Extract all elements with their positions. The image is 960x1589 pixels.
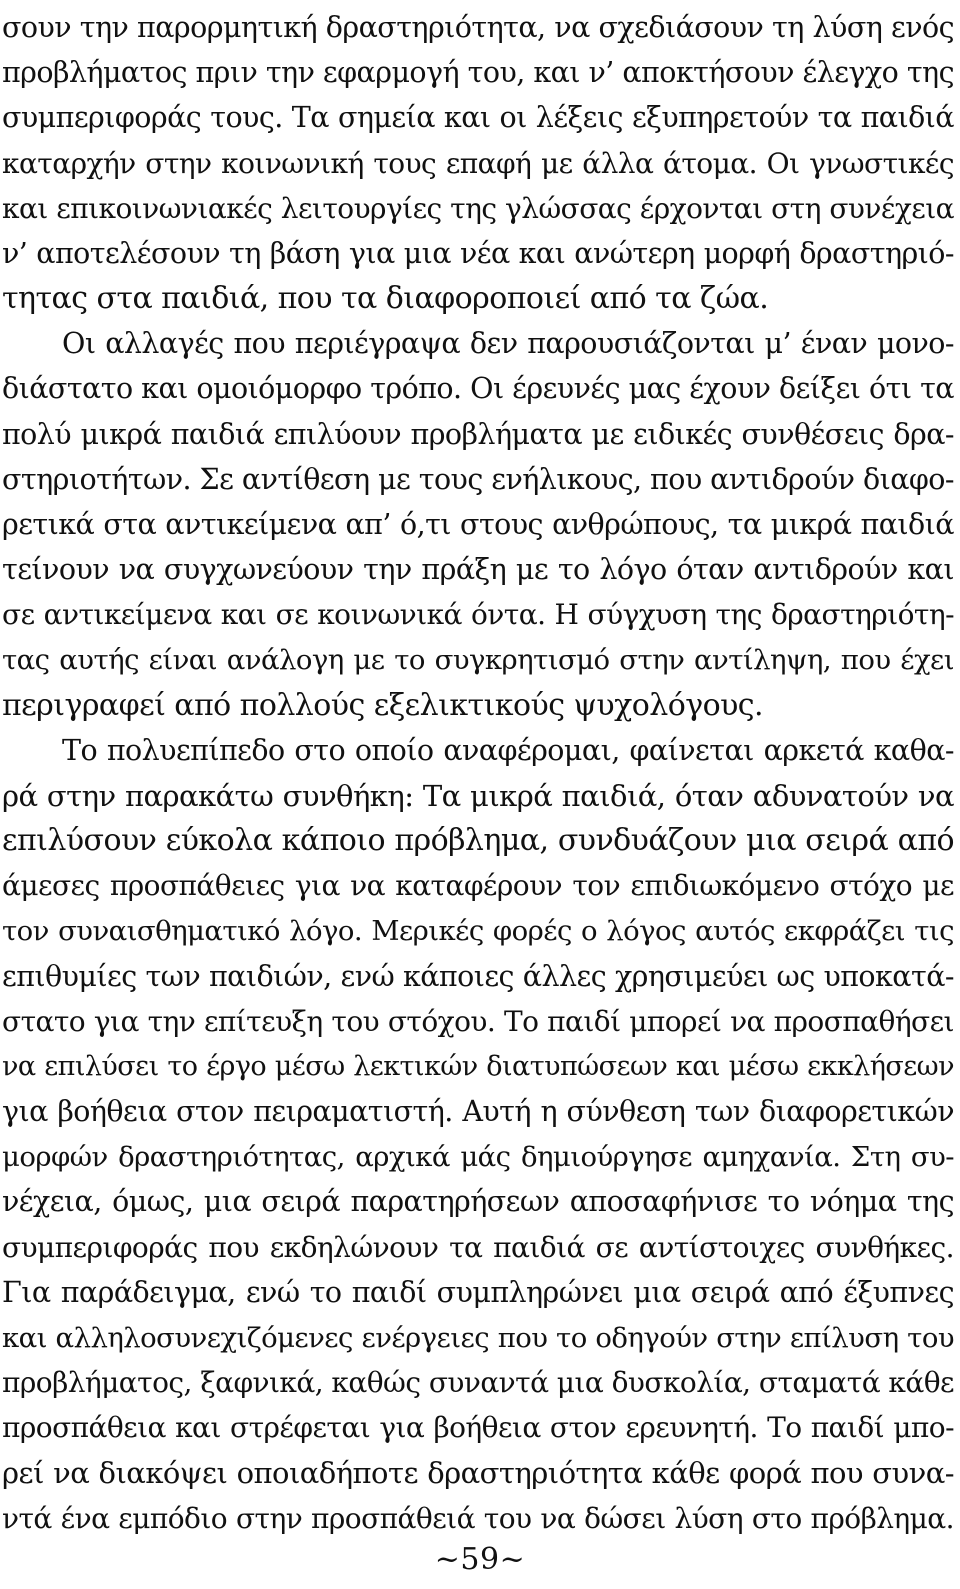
text-line: τείνουν να συγχωνεύουν την πράξη με το λόγο όταν αντιδρούν και: [2, 553, 954, 586]
text-line: σε αντικείμενα και σε κοινωνικά όντα. Η σύγχυση της δραστηριότη-: [2, 598, 954, 631]
text-line: συμπεριφοράς που εκδηλώνουν τα παιδιά σε αντίστοιχες συνθήκες.: [2, 1231, 954, 1264]
text-line: για βοήθεια στον πειραματιστή. Αυτή η σύνθεση των διαφορετικών: [2, 1095, 954, 1128]
text-line: τητας στα παιδιά, που τα διαφοροποιεί από τα ζώα.: [2, 281, 769, 316]
paragraph-first-line: Οι αλλαγές που περιέγραψα δεν παρουσιάζονται μ’ έναν μονο-: [62, 327, 954, 360]
text-line: τον συναισθηματικό λόγο. Μερικές φορές ο λόγος αυτός εκφράζει τις: [2, 915, 954, 947]
text-line: διάστατο και ομοιόμορφο τρόπο. Οι έρευνές μας έχουν δείξει ότι τα: [2, 372, 954, 405]
text-line: στηριοτήτων. Σε αντίθεση με τους ενήλικους, που αντιδρούν διαφο-: [2, 463, 954, 496]
text-line: ρετικά στα αντικείμενα απ’ ό,τι στους ανθρώπους, τα μικρά παιδιά: [2, 508, 954, 541]
text-line: ρεί να διακόψει οποιαδήποτε δραστηριότητα κάθε φορά που συνα-: [2, 1456, 954, 1490]
text-line: να επιλύσει το έργο μέσω λεκτικών διατυπώσεων και μέσω εκκλήσεων: [2, 1051, 954, 1082]
text-line: προβλήματος, ξαφνικά, καθώς συναντά μια δυσκολία, σταματά κάθε: [2, 1366, 954, 1399]
text-line: καταρχήν στην κοινωνική τους επαφή με άλλα άτομα. Οι γνωστικές: [2, 147, 954, 180]
page-number: ~59~: [434, 1542, 526, 1577]
text-line: στατο για την επίτευξη του στόχου. Το παιδί μπορεί να προσπαθήσει: [2, 1005, 954, 1038]
text-line: μορφών δραστηριότητας, αρχικά μάς δημιούργησε αμηχανία. Στη συ-: [2, 1141, 954, 1173]
text-line: επιλύσουν εύκολα κάποιο πρόβλημα, συνδυάζουν μια σειρά από: [2, 823, 954, 858]
text-line: τας αυτής είναι ανάλογη με το συγκρητισμό στην αντίληψη, που έχει: [2, 644, 954, 676]
text-line: πολύ μικρά παιδιά επιλύουν προβλήματα με ειδικές συνθέσεις δρα-: [2, 418, 954, 451]
text-line: προβλήματος πριν την εφαρμογή του, και ν’ αποκτήσουν έλεγχο της: [2, 56, 954, 89]
text-line: σουν την παρορμητική δραστηριότητα, να σχεδιάσουν τη λύση ενός: [2, 11, 954, 44]
text-line: νέχεια, όμως, μια σειρά παρατηρήσεων αποσαφήνισε το νόημα της: [2, 1185, 954, 1218]
text-line: ν’ αποτελέσουν τη βάση για μια νέα και ανώτερη μορφή δραστηριό-: [2, 237, 954, 270]
paragraph-first-line: Το πολυεπίπεδο στο οποίο αναφέρομαι, φαίνεται αρκετά καθα-: [62, 734, 954, 767]
text-line: ρά στην παρακάτω συνθήκη: Τα μικρά παιδιά, όταν αδυνατούν να: [2, 779, 954, 813]
text-line: άμεσες προσπάθειες για να καταφέρουν τον επιδιωκόμενο στόχο με: [2, 869, 954, 902]
text-line: Για παράδειγμα, ενώ το παιδί συμπληρώνει μια σειρά από έξυπνες: [2, 1276, 954, 1309]
text-line: προσπάθεια και στρέφεται για βοήθεια στον ερευνητή. Το παιδί μπο-: [2, 1411, 954, 1444]
text-line: συμπεριφοράς τους. Τα σημεία και οι λέξεις εξυπηρετούν τα παιδιά: [2, 101, 954, 134]
text-line: επιθυμίες των παιδιών, ενώ κάποιες άλλες χρησιμεύει ως υποκατά-: [2, 960, 954, 993]
text-line: και αλληλοσυνεχιζόμενες ενέργειες που το οδηγούν στην επίλυση του: [2, 1322, 954, 1354]
text-line: περιγραφεί από πολλούς εξελικτικούς ψυχολόγους.: [2, 688, 764, 723]
text-line: ντά ένα εμπόδιο στην προσπάθειά του να δώσει λύση στο πρόβλημα.: [2, 1502, 954, 1535]
text-line: και επικοινωνιακές λειτουργίες της γλώσσας έρχονται στη συνέχεια: [2, 192, 954, 225]
